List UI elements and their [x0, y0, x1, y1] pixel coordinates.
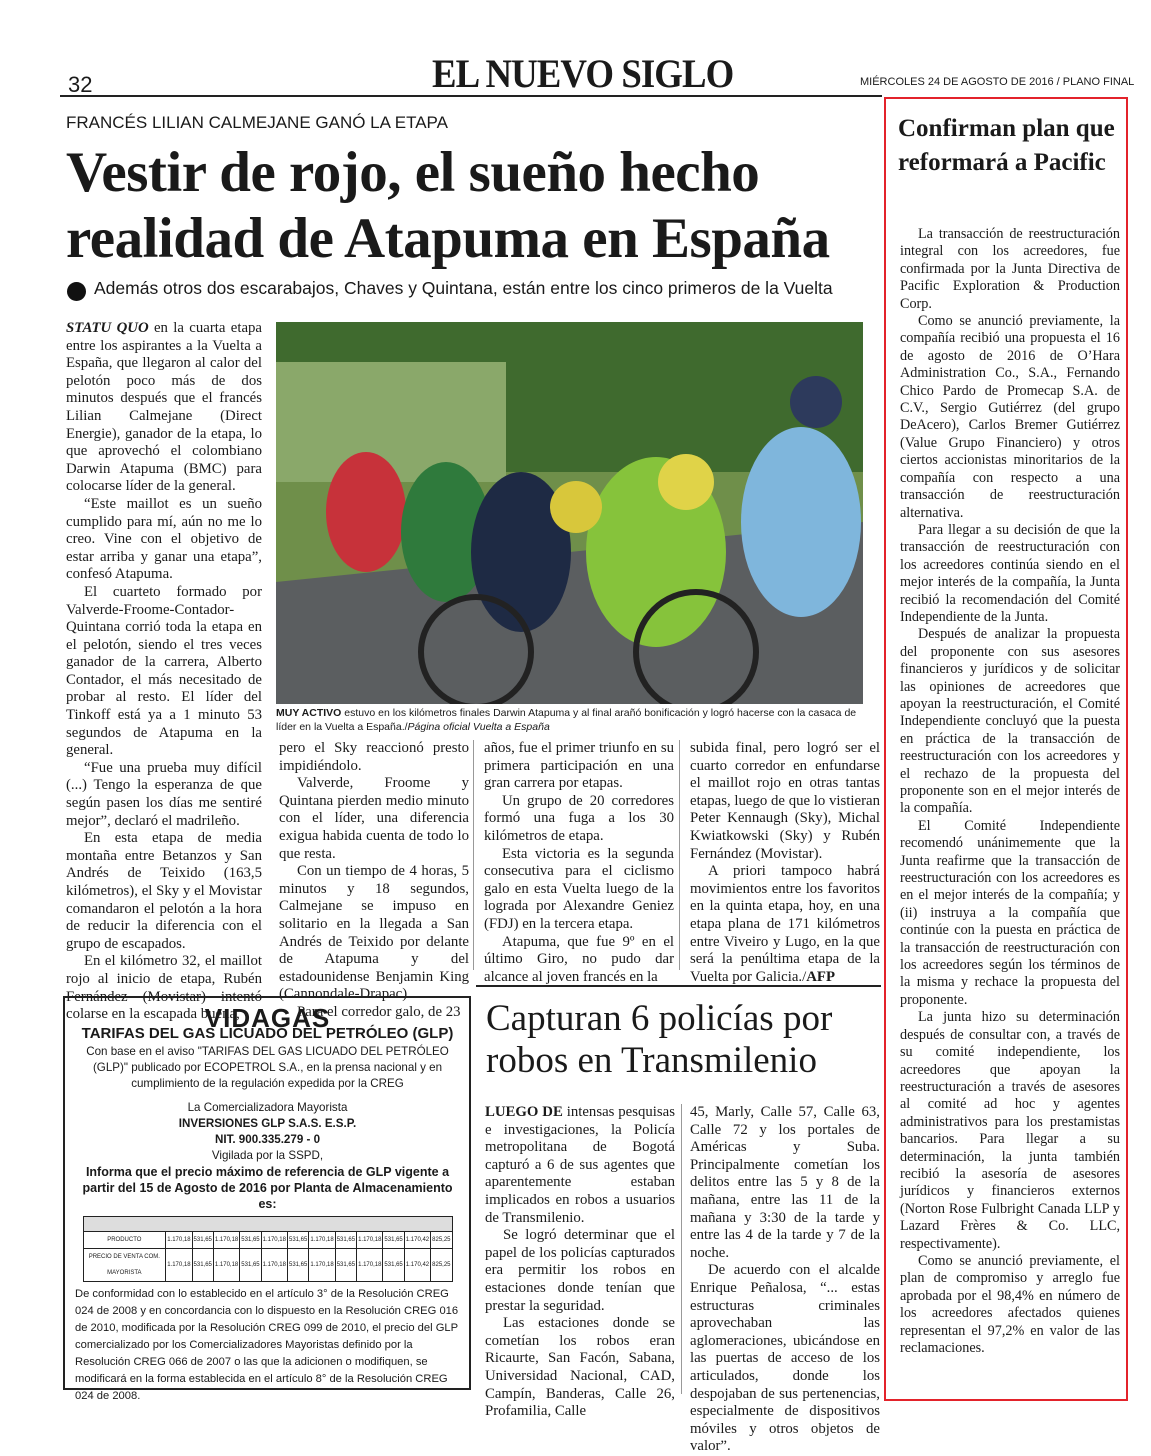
section-rule: [476, 985, 881, 987]
table-cell: 531,65: [192, 1232, 213, 1249]
table-cell: 531,65: [192, 1249, 213, 1282]
paragraph: 45, Marly, Calle 57, Calle 63, Calle 72 y los portales de Américas y Suba. Principalmente cometían los delitos entre las 5 y 8 de la mañana, entre las 11 de la mañana y 3:30 de la tarde y entre las 4 de la tarde y 7 de la noche.: [690, 1104, 880, 1261]
paragraph: Las estaciones donde se cometían los robos eran Ricaurte, San Facón, Sabana, Universidad Nacional, CAD, Campín, Banderas, Calle 26, Profamilia, Calle: [485, 1315, 675, 1420]
main-column-2: [279, 740, 469, 1022]
paragraph: De acuerdo con el alcalde Enrique Peñalosa, “... estas estructuras criminales aprovechaban las aglomeraciones, ubicándose en las puertas de acceso de los articulados, donde los despojaban de sus pertenencias, especialmente de dispositivos móviles y otros objetos de valor”.: [690, 1262, 880, 1455]
paragraph: Después de analizar la propuesta del proponente con sus asesores financieros y jurídicos y de solicitar las opiniones de acreedores que apoyan la reestructuración, el Comité Independiente concluyó que la puesta en práctica de la transacción de reestructuración con los acreedores y el rechazo de la propuesta del proponente son en el mejor interés de la compañía.: [900, 626, 1120, 817]
dateline: MIÉRCOLES 24 DE AGOSTO DE 2016 / PLANO FINAL: [860, 76, 1135, 88]
ad-title: TARIFAS DEL GAS LICUADO DEL PETRÓLEO (GLP): [81, 1025, 454, 1042]
table-cell: 1.170,18: [213, 1249, 239, 1282]
paragraph: [690, 863, 880, 986]
table-cell: 531,65: [240, 1232, 261, 1249]
paragraph: Para el corredor galo, de 23: [297, 1003, 461, 1020]
paragraph: En el kilómetro 32, el maillot rojo al inicio de etapa, Rubén Fernández (Movistar) intentó colarse en la escapada buena,: [66, 953, 262, 1023]
table-cell: 1.170,18: [261, 1249, 287, 1282]
paragraph: El Comité Independiente recomendó unánimemente que la Junta reafirme que la transacción de reestructuración con los acreedores es en el mejor interés de la compañía; y (ii) instruya a la compañía que continúe con la puesta en práctica de la transacción de reestructuración con los acreedores según los términos de la misma y rechace la propuesta del proponente.: [900, 817, 1120, 1008]
second-column-1: [485, 1104, 675, 1421]
paragraph: En esta etapa de media montaña entre Betanzos y San Andrés de Teixido (163,5 kilómetros), el Sky y el Movistar comandaron el pelotón a la hora de reducir la diferencia con el grupo de escapados.: [66, 830, 262, 952]
table-cell: 531,65: [335, 1232, 356, 1249]
sidebar-headline: Confirman plan que reformará a Pacific: [898, 115, 1115, 176]
ad-line: La Comercializadora Mayorista: [187, 1101, 348, 1114]
paragraph: subida final, pero logró ser el cuarto corredor en enfundarse el maillot rojo en otras tantas etapas, luego de que lo vistieran Peter Kennaugh (Sky), Michal Kwiatkowski (Sky) y Rubén Fernández (Movistar).: [690, 740, 880, 862]
lead-in: LUEGO DE: [485, 1104, 563, 1120]
column-rule: [473, 740, 474, 970]
table-cell: PRODUCTO: [83, 1232, 166, 1249]
paragraph: Como se anunció previamente, la compañía recibió una propuesta el 16 de agosto de 2016 de O’Hara Administration Co., S.A., Fernando Chico Pardo de Promecap S.A. de C.V., Sergio Gutiérrez (del grupo DeAcero), Carlos Bremer Gutiérrez (Value Grupo Financiero) y otros ciertos accionistas minoritarios de la compañía con respecto a una transacción de reestructuración alternativa.: [900, 313, 1120, 521]
table-cell: 1.170,18: [357, 1232, 383, 1249]
cycling-photo: [276, 322, 863, 704]
sidebar-column: [900, 226, 1120, 1357]
main-headline: [66, 140, 876, 272]
paragraph-text: A priori tampoco habrá movimientos entre los favoritos en la quinta etapa, hoy, en una etapa plana de 171 kilómetros entre Viveiro y Lugo, en la que será la penúltima etapa de la Vuelta por Galicia./: [690, 863, 880, 985]
main-column-4: [690, 740, 880, 986]
main-column-1: [66, 320, 262, 1024]
paragraph: años, fue el primer triunfo en su primera participación en una gran carrera por etapas.: [484, 740, 674, 792]
paragraph: Valverde, Froome y Quintana pierden medio minuto con el líder, una diferencia exigua habida cuenta de todo lo que resta.: [279, 775, 469, 862]
paragraph: pero el Sky reaccionó presto impidiéndolo.: [279, 740, 469, 774]
paragraph: Un grupo de 20 corredores formó una fuga a los 30 kilómetros de etapa.: [484, 792, 674, 844]
caption-label: MUY ACTIVO: [276, 707, 342, 719]
table-cell: 531,65: [383, 1232, 404, 1249]
photo-caption: [276, 706, 863, 734]
column-rule: [681, 1104, 682, 1394]
table-cell: 1.170,18: [309, 1249, 335, 1282]
bullet-icon: [67, 282, 86, 301]
table-cell: 531,65: [335, 1249, 356, 1282]
photo-credit: Página oficial Vuelta a España: [407, 721, 550, 733]
headline-line-2: realidad de Atapuma en España: [66, 207, 830, 270]
paragraph: “Este maillot es un sueño cumplido para mí, aún no me lo creo. Vine con el objetivo de estar arriba y ganar una etapa”, confesó Atapuma.: [66, 495, 262, 583]
vidagas-advertisement: [63, 996, 471, 1402]
paragraph: Con un tiempo de 4 horas, 5 minutos y 18 segundos, Calmejane se impuso en solitario en la llegada a San Andrés de Teixido por delante de Atapuma y del estadounidense Benjamin King (Cannondale-Drapac).: [279, 863, 469, 1003]
table-cell: 1.170,42: [404, 1232, 430, 1249]
ad-legal-text: De conformidad con lo establecido en el artículo 3° de la Resolución CREG 024 de 2008 y en concordancia con lo dispuesto en la Resolución CREG 016 de 2010, modificada por la Resolución CREG 099 de 2010, el precio del GLP comercializado por los Comercializadores Mayoristas definido por la Resolución CREG 066 de 2007 o las que la adicionen o modifiquen, se modificará en la forma establecida en el artículo 8° de la Resolución CREG 024 de 2008.: [75, 1288, 459, 1402]
paragraph: en la cuarta etapa entre los aspirantes a la Vuelta a España, que llegaron al calor del pelotón poco más de dos minutos después que el francés Lilian Calmejane (Direct Energie), ganador de la etapa, lo que aprovechó el colombiano Darwin Atapuma (BMC) para colocarse líder de la general.: [66, 320, 262, 495]
second-column-2: [690, 1104, 880, 1456]
table-row: [83, 1232, 452, 1249]
table-cell: 1.170,18: [309, 1232, 335, 1249]
headline-line-1: Vestir de rojo, el sueño hecho: [66, 141, 760, 204]
paragraph: La junta hizo su determinación después de consultar con, a través de su comité independiente, los acreedores que apoyan la reestructuración a través de asesores al comité ad hoc y agentes administrativos para los prestamistas bancarios. Para llegar a su determinación, la junta también recibió la asesoría de asesores jurídicos y financieros externos (Norton Rose Fulbright Canada LLP y Lazard Frères & Co. LLC, respectivamente).: [900, 1009, 1120, 1252]
paragraph: Atapuma, que fue 9º en el último Giro, no pudo dar alcance al joven francés en la: [484, 933, 674, 985]
table-cell: 825,25: [431, 1249, 452, 1282]
deck: Además otros dos escarabajos, Chaves y Quintana, están entre los cinco primeros de la Vuelta: [94, 278, 833, 298]
table-cell: 1.170,18: [261, 1232, 287, 1249]
ad-brand: VIDAGAS: [204, 1003, 331, 1033]
ad-intro: Con base en el aviso "TARIFAS DEL GAS LICUADO DEL PETRÓLEO (GLP)" publicado por ECOPETROL S.A., en la prensa nacional y en cumplimiento de la regulación expedida por la CREG: [86, 1045, 449, 1090]
table-cell: 1.170,18: [166, 1232, 192, 1249]
paragraph: Como se anunció previamente, el plan de compromiso y arreglo fue aprobada por el 98,4% en número de los acreedores afectados quienes representan el 97,2% en valor de las reclamaciones.: [900, 1252, 1120, 1356]
kicker: FRANCÉS LILIAN CALMEJANE GANÓ LA ETAPA: [66, 113, 448, 132]
lead-in: STATU QUO: [66, 320, 149, 336]
paragraph: La transacción de reestructuración integral con los acreedores, fue confirmada por la Junta Directiva de Pacific Exploration & Production Corp.: [900, 226, 1120, 312]
table-cell: 1.170,18: [357, 1249, 383, 1282]
paragraph: “Fue una prueba muy difícil (...) Tengo la esperanza de que según pasen los días me sentiré mejor”, declaró el madrileño.: [66, 759, 262, 829]
second-headline: Capturan 6 policías por robos en Transmilenio: [486, 998, 833, 1081]
paragraph: intensas pesquisas e investigaciones, la Policía metropolitana de Bogotá capturó a 6 de sus agentes que aparentemente estaban implicados en robos a usuarios de Transmilenio.: [485, 1104, 675, 1226]
table-row: [83, 1249, 452, 1282]
table-cell: 531,65: [287, 1249, 308, 1282]
table-cell: 825,25: [431, 1232, 452, 1249]
byline: AFP: [806, 968, 835, 985]
table-cell: 1.170,42: [404, 1249, 430, 1282]
table-cell: PRECIO DE VENTA COM. MAYORISTA: [83, 1249, 166, 1282]
main-column-3: [484, 740, 674, 986]
masthead-rule: [60, 95, 882, 97]
table-cell: 531,65: [383, 1249, 404, 1282]
table-cell: 531,65: [287, 1232, 308, 1249]
table-cell: 1.170,18: [213, 1232, 239, 1249]
ad-nit: NIT. 900.335.279 - 0: [214, 1133, 321, 1146]
paragraph: Para llegar a su decisión de que la transacción de reestructuración con los acreedores continúa siendo en el mejor interés de la compañía, la Junta recibió la recomendación del Comité Independiente de la Junta.: [900, 521, 1120, 625]
ad-vigilada: Vigilada por la SSPD,: [211, 1149, 324, 1162]
table-cell: 531,65: [240, 1249, 261, 1282]
caption-text: estuvo en los kilómetros finales Darwin Atapuma y al final arañó bonificación y logró hacerse con la casaca de líder en la Vuelta a España./: [276, 707, 857, 733]
ad-company: INVERSIONES GLP S.A.S. E.S.P.: [178, 1117, 357, 1130]
column-rule: [679, 740, 680, 970]
newspaper-masthead: EL NUEVO SIGLO: [432, 51, 734, 96]
page-number: 32: [68, 72, 93, 97]
table-cell: 1.170,18: [166, 1249, 192, 1282]
paragraph: El cuarteto formado por Valverde-Froome-Contador-Quintana corrió toda la etapa en el pelotón, siendo el tres veces ganador de la carrera, Alberto Contador, el más necesitado de probar al resto. El líder del Tinkoff está ya a 1 minuto 53 segundos de Atapuma en la general.: [66, 583, 262, 759]
ad-inform: Informa que el precio máximo de referencia de GLP vigente a partir del 15 de Agosto de 2016 por Planta de Almacenamiento es:: [82, 1165, 453, 1211]
paragraph: Esta victoria es la segunda consecutiva para el ciclismo galo en esta Vuelta luego de la lograda por Alexandre Geniez (FDJ) en la tercera etapa.: [484, 845, 674, 932]
paragraph: Se logró determinar que el papel de los policías capturados era permitir los robos en estaciones donde tenían que prestar la seguridad.: [485, 1227, 675, 1314]
price-table: [83, 1216, 453, 1282]
